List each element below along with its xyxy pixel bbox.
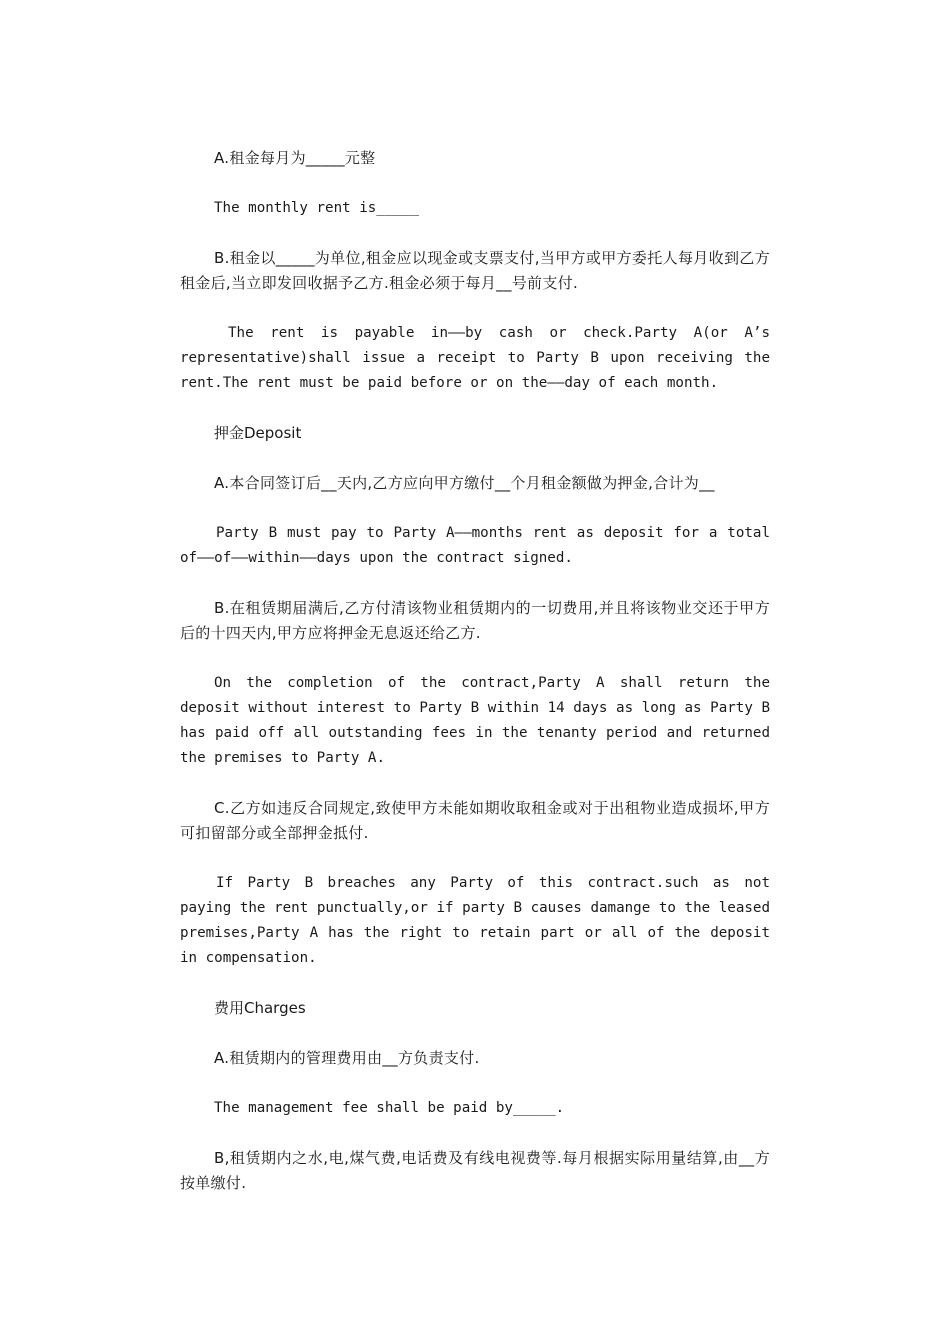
deposit-b-chinese-clause: B.在租赁期届满后,乙方付清该物业租赁期内的一切费用,并且将该物业交还于甲方后的十四天内,甲方应将押金无息返还给乙方. [180, 599, 770, 642]
rent-a-chinese-clause: A.租金每月为_____元整 [214, 149, 376, 167]
rent-b-english-clause: The rent is payable in——by cash or check.Party A(or A’s representative)shall issue a receipt to Party B upon receiving the rent.The rent must be paid before or on the——day of each month. [180, 325, 770, 391]
deposit-a-english-clause: Party B must pay to Party A——months rent as deposit for a total of——of——within——days upon the contract signed. [180, 525, 770, 566]
rent-a-english-clause: The monthly rent is_____ [214, 200, 419, 216]
charges-a-chinese-clause: A.租赁期内的管理费用由__方负责支付. [214, 1049, 480, 1067]
rent-b-chinese-clause: B.租金以_____为单位,租金应以现金或支票支付,当甲方或甲方委托人每月收到乙方租金后,当立即发回收据予乙方.租金必须于每月__号前支付. [180, 249, 770, 292]
document-page [180, 146, 770, 1221]
charges-b-chinese-clause: B,租赁期内之水,电,煤气费,电话费及有线电视费等.每月根据实际用量结算,由__方按单缴付. [180, 1149, 770, 1192]
deposit-section-heading: 押金Deposit [214, 424, 302, 442]
deposit-a-chinese-clause: A.本合同签订后__天内,乙方应向甲方缴付__个月租金额做为押金,合计为__ [214, 474, 715, 492]
charges-section-heading: 费用Charges [214, 999, 306, 1017]
deposit-c-chinese-clause: C.乙方如违反合同规定,致使甲方未能如期收取租金或对于出租物业造成损坏,甲方可扣留部分或全部押金抵付. [180, 799, 770, 842]
deposit-b-english-clause: On the completion of the contract,Party A shall return the deposit without interest to Party B within 14 days as long as Party B has paid off all outstanding fees in the tenanty period and returned the premises to Party A. [180, 675, 770, 766]
charges-a-english-clause: The management fee shall be paid by_____. [214, 1100, 565, 1116]
deposit-c-english-clause: If Party B breaches any Party of this contract.such as not paying the rent punctually,or if party B causes damange to the leased premises,Party A has the right to retain part or all of the deposit in compensation. [180, 875, 770, 966]
